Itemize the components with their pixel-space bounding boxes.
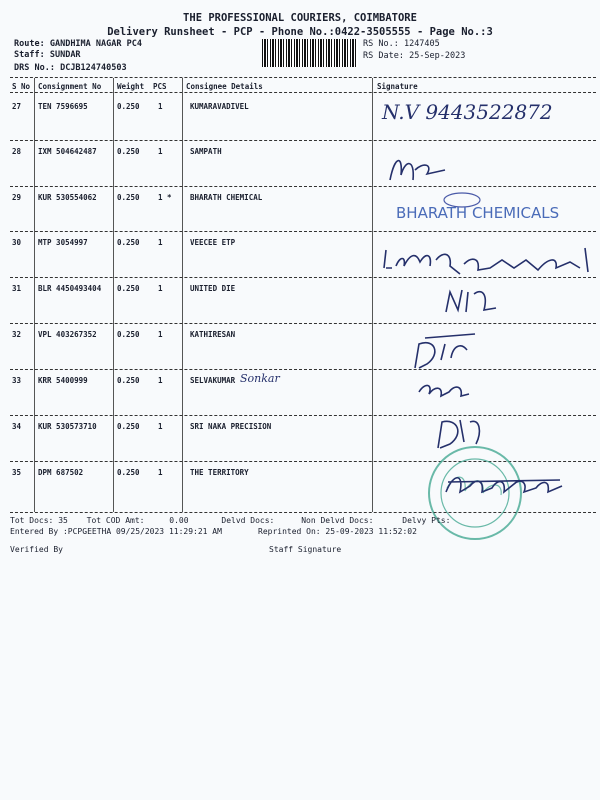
signature-text-29: BHARATH CHEMICALS bbox=[396, 204, 560, 222]
cell-pcs: 1 bbox=[158, 376, 163, 385]
cell-consignment: DPM 687502 bbox=[38, 468, 84, 477]
row-divider bbox=[10, 186, 596, 187]
col-sno: S No bbox=[12, 82, 31, 91]
cell-weight: 0.250 bbox=[117, 468, 140, 477]
cell-consignee: KATHIRESAN bbox=[190, 330, 236, 339]
signature-row-30 bbox=[380, 238, 600, 282]
vline-4 bbox=[372, 78, 373, 512]
signature-text-27: N.V 9443522872 bbox=[382, 100, 553, 124]
col-consignment: Consignment No bbox=[38, 82, 102, 91]
drs-line bbox=[14, 63, 127, 73]
vline-1 bbox=[34, 78, 35, 512]
cell-pcs: 1 * bbox=[158, 193, 172, 202]
row-divider bbox=[10, 323, 596, 324]
delvd-docs-label: Delvd Docs: bbox=[221, 516, 275, 525]
cell-sno: 30 bbox=[12, 238, 22, 247]
staff-signature-label: Staff Signature bbox=[269, 545, 342, 554]
cell-consignment: KRR 5400999 bbox=[38, 376, 88, 385]
cell-consignment: KUR 530573710 bbox=[38, 422, 97, 431]
staff-label: Staff: bbox=[14, 50, 45, 60]
route-value: GANDHIMA NAGAR PC4 bbox=[49, 39, 142, 49]
cell-pcs: 1 bbox=[158, 330, 163, 339]
signature-row-28 bbox=[385, 150, 455, 190]
rs-date-label: RS Date: bbox=[363, 51, 404, 61]
cell-pcs: 1 bbox=[158, 147, 163, 156]
table-bottom-rule bbox=[10, 512, 596, 513]
cell-sno: 33 bbox=[12, 376, 22, 385]
rs-no-line bbox=[363, 39, 440, 49]
cell-weight: 0.250 bbox=[117, 330, 140, 339]
signature-row-29 bbox=[392, 192, 582, 228]
cell-consignee: VEECEE ETP bbox=[190, 238, 236, 247]
cell-weight: 0.250 bbox=[117, 284, 140, 293]
cell-weight: 0.250 bbox=[117, 193, 140, 202]
table-header-rule bbox=[10, 92, 596, 93]
cell-weight: 0.250 bbox=[117, 376, 140, 385]
route-line bbox=[14, 39, 142, 49]
tot-cod-label: Tot COD Amt: bbox=[86, 516, 145, 525]
cell-consignee: KUMARAVADIVEL bbox=[190, 102, 249, 111]
cell-consignee: THE TERRITORY bbox=[190, 468, 249, 477]
row-divider bbox=[10, 415, 596, 416]
signature-row-33 bbox=[415, 372, 475, 404]
cell-consignee: SELVAKUMAR bbox=[190, 376, 236, 385]
tot-docs-value: 35 bbox=[58, 516, 68, 525]
staff-value: SUNDAR bbox=[49, 50, 81, 60]
col-consignee: Consignee Details bbox=[186, 82, 263, 91]
col-signature: Signature bbox=[377, 82, 418, 91]
table-top-rule bbox=[10, 77, 596, 78]
cell-sno: 29 bbox=[12, 193, 22, 202]
signature-row-32 bbox=[405, 330, 485, 376]
vline-3 bbox=[182, 78, 183, 512]
row-divider bbox=[10, 231, 596, 232]
rs-date-line bbox=[363, 51, 465, 61]
totals-line bbox=[10, 516, 450, 525]
drs-label: DRS No.: bbox=[14, 63, 55, 73]
tot-docs-label: Tot Docs: bbox=[10, 516, 54, 525]
cell-consignment: IXM 504642487 bbox=[38, 147, 97, 156]
vline-2 bbox=[113, 78, 114, 512]
staff-line bbox=[14, 50, 81, 60]
cell-pcs: 1 bbox=[158, 284, 163, 293]
signature-row-35 bbox=[440, 466, 580, 502]
cell-sno: 28 bbox=[12, 147, 22, 156]
row-divider bbox=[10, 369, 596, 370]
cell-consignee: BHARATH CHEMICAL bbox=[190, 193, 263, 202]
signature-row-31 bbox=[440, 284, 500, 318]
cell-consignment: VPL 403267352 bbox=[38, 330, 97, 339]
route-label: Route: bbox=[14, 39, 45, 49]
cell-consignment: MTP 3054997 bbox=[38, 238, 88, 247]
rs-no-value: 1247405 bbox=[403, 39, 440, 49]
signature-row-27 bbox=[380, 95, 570, 129]
entered-by: Entered By :PCPGEETHA 09/25/2023 11:29:21 AM bbox=[10, 527, 222, 536]
cell-pcs: 1 bbox=[158, 468, 163, 477]
cell-consignment: KUR 530554062 bbox=[38, 193, 97, 202]
cell-weight: 0.250 bbox=[117, 422, 140, 431]
row-divider bbox=[10, 140, 596, 141]
cell-weight: 0.250 bbox=[117, 147, 140, 156]
verified-by: Verified By bbox=[10, 545, 63, 554]
col-pcs: PCS bbox=[153, 82, 167, 91]
non-delvd-docs-label: Non Delvd Docs: bbox=[301, 516, 374, 525]
delvy-pts-label: Delvy Pts: bbox=[402, 516, 451, 525]
cell-pcs: 1 bbox=[158, 422, 163, 431]
cell-consignee: UNITED DIE bbox=[190, 284, 236, 293]
company-title: THE PROFESSIONAL COURIERS, COIMBATORE bbox=[183, 12, 417, 24]
cell-consignment: TEN 7596695 bbox=[38, 102, 88, 111]
cell-pcs: 1 bbox=[158, 238, 163, 247]
cell-sno: 32 bbox=[12, 330, 22, 339]
reprinted-on: Reprinted On: 25-09-2023 11:52:02 bbox=[258, 527, 417, 536]
cell-consignment: BLR 4450493404 bbox=[38, 284, 102, 293]
cell-sno: 35 bbox=[12, 468, 22, 477]
cell-sno: 27 bbox=[12, 102, 22, 111]
drs-value: DCJB124740503 bbox=[60, 63, 127, 73]
col-weight: Weight bbox=[117, 82, 145, 91]
signature-overwrite-33: Sonkar bbox=[240, 372, 280, 385]
cell-sno: 31 bbox=[12, 284, 22, 293]
cell-consignee: SRI NAKA PRECISION bbox=[190, 422, 272, 431]
cell-pcs: 1 bbox=[158, 102, 163, 111]
cell-sno: 34 bbox=[12, 422, 22, 431]
runsheet-subtitle: Delivery Runsheet - PCP - Phone No.:0422-3505555 - Page No.:3 bbox=[107, 26, 493, 38]
tot-cod-value: 0.00 bbox=[169, 516, 189, 525]
cell-weight: 0.250 bbox=[117, 102, 140, 111]
cell-consignee: SAMPATH bbox=[190, 147, 222, 156]
barcode bbox=[262, 39, 358, 67]
rs-date-value: 25-Sep-2023 bbox=[409, 51, 466, 61]
rs-no-label: RS No.: bbox=[363, 39, 399, 49]
cell-weight: 0.250 bbox=[117, 238, 140, 247]
